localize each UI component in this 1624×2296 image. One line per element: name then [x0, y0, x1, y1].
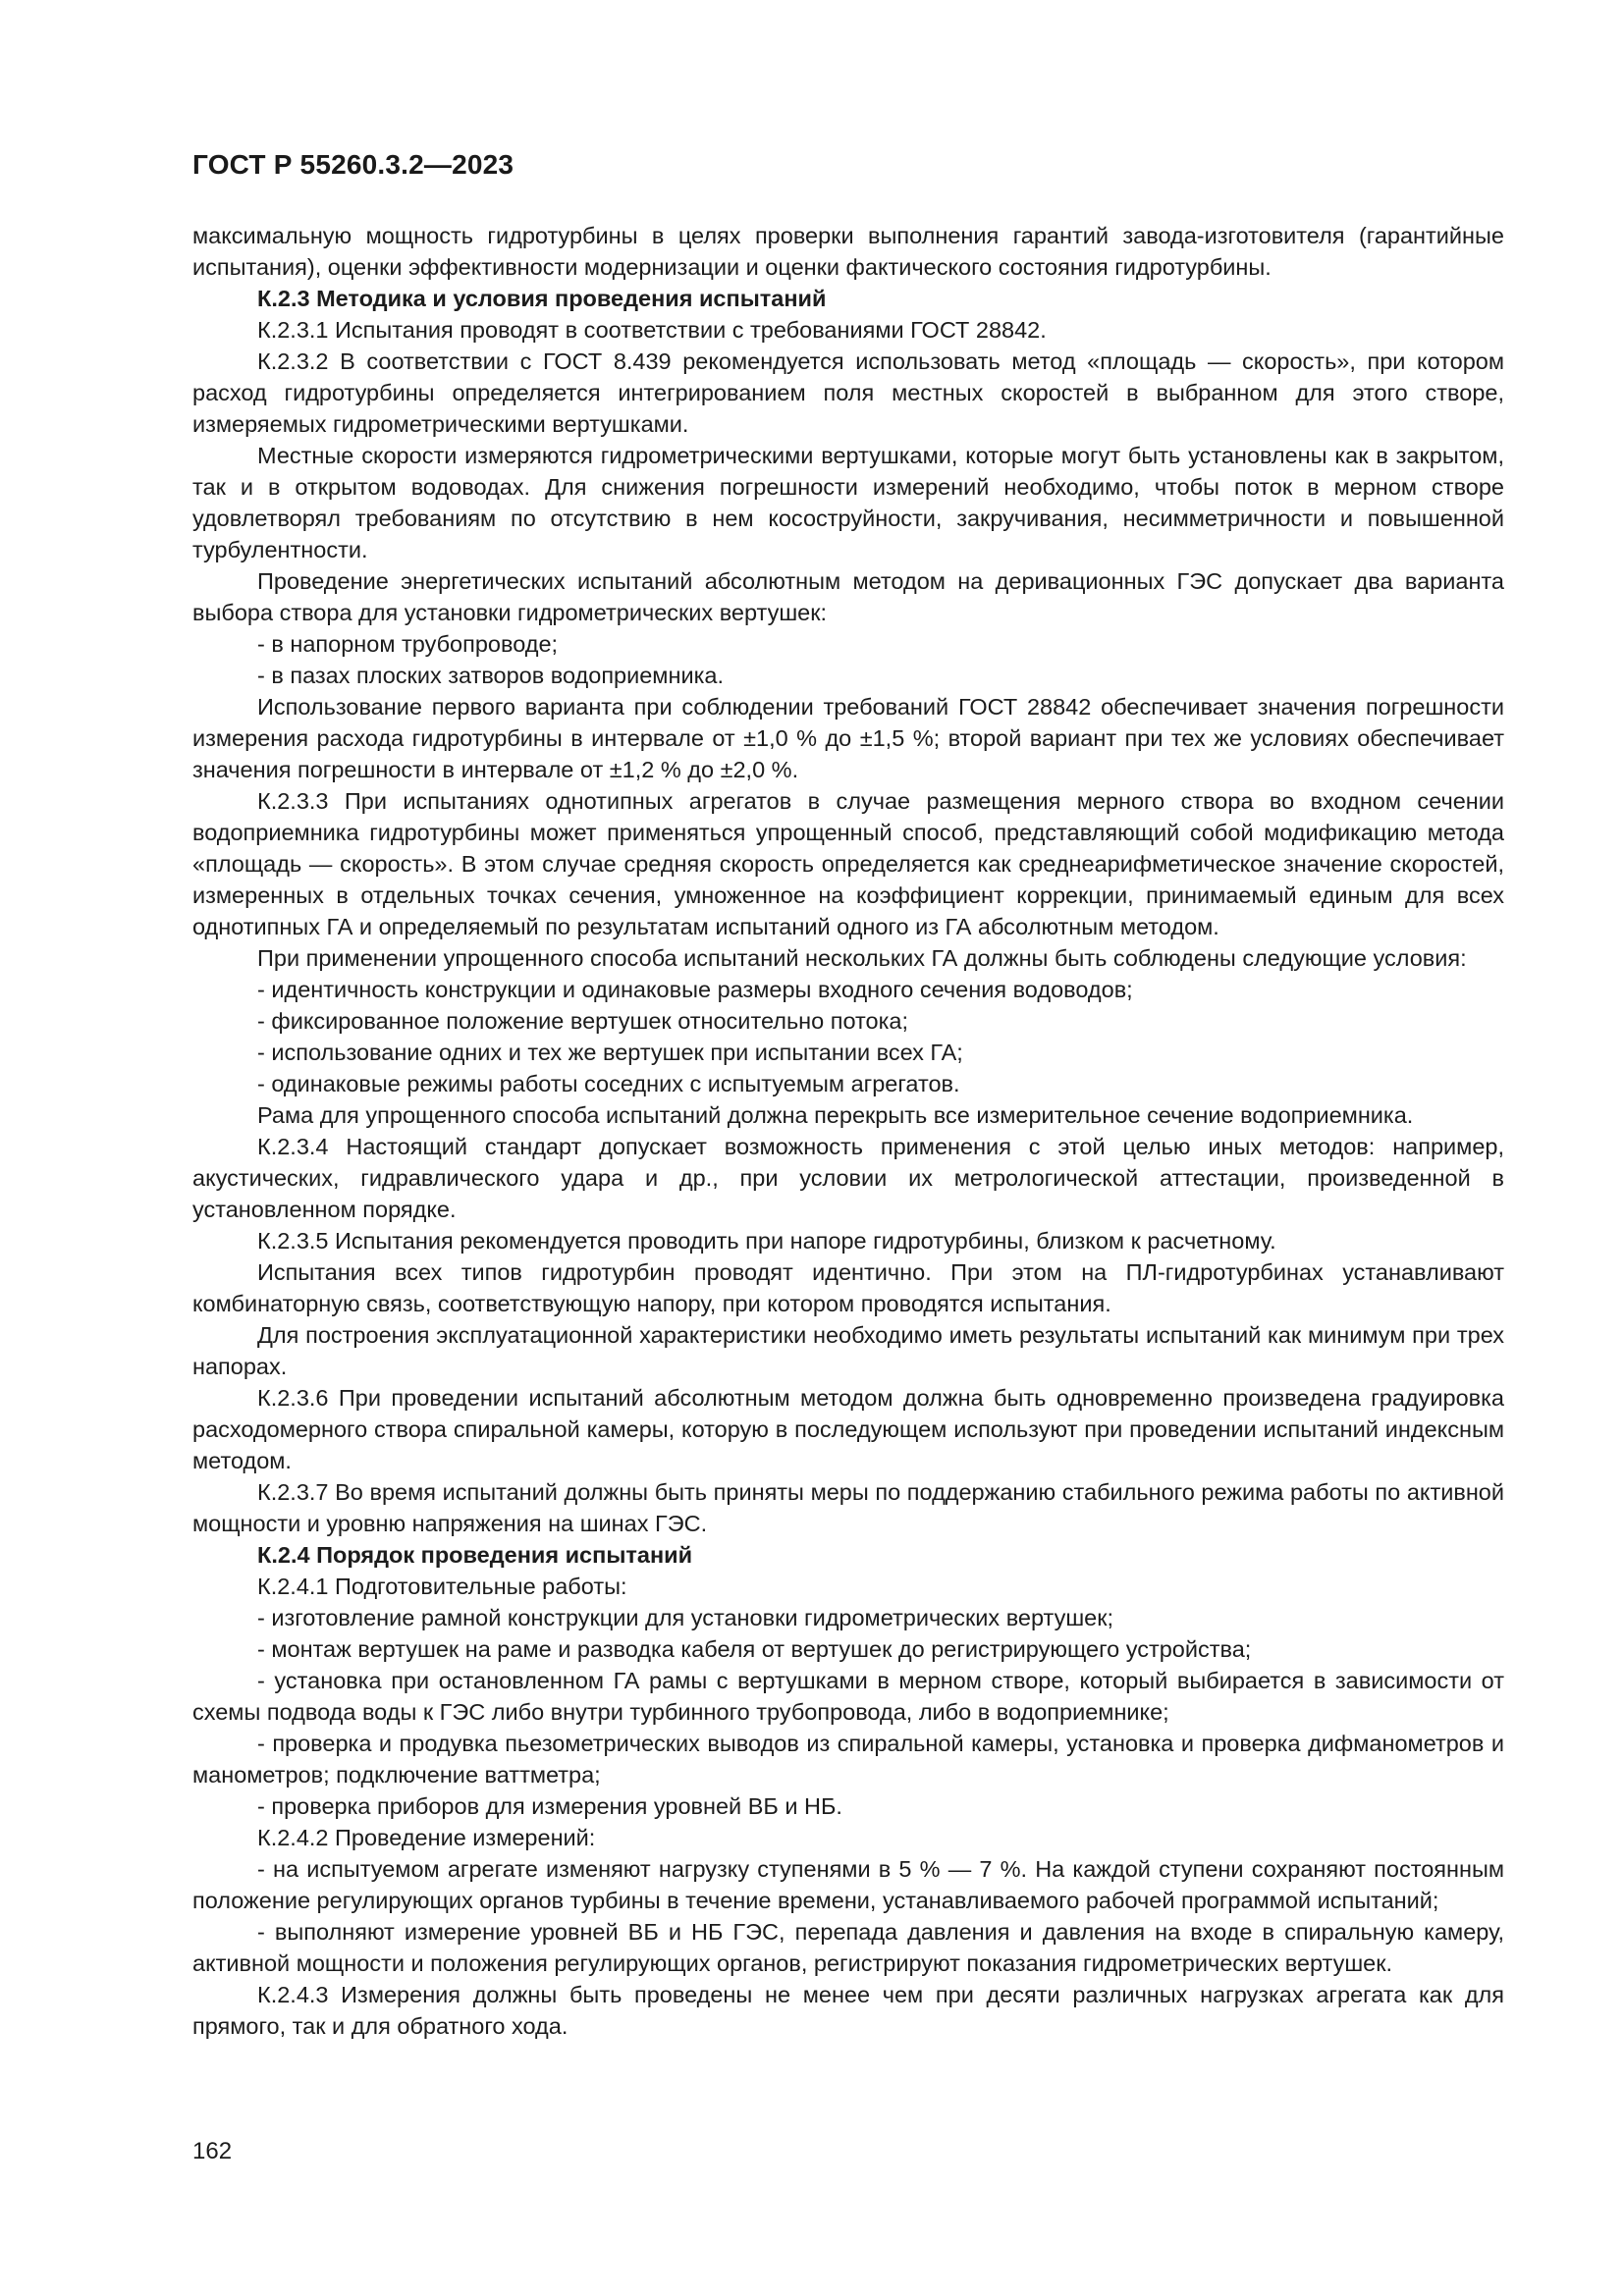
paragraph: К.2.3.4 Настоящий стандарт допускает возможность применения с этой целью иных методов: например, акустических, гидравлического удара и др., при условии их метрологической аттестации, произведенной в установленном порядке.: [192, 1134, 1504, 1222]
paragraph: - идентичность конструкции и одинаковые размеры входного сечения водоводов;: [257, 977, 1133, 1002]
paragraph: Использование первого варианта при соблюдении требований ГОСТ 28842 обеспечивает значения погрешности измерения расхода гидротурбины в интервале от ±1,0 % до ±1,5 %; второй вариант при тех же условиях обеспечивает значения погрешности в интервале от ±1,2 % до ±2,0 %.: [192, 694, 1504, 782]
paragraph: К.2.3.3 При испытаниях однотипных агрегатов в случае размещения мерного створа во входном сечении водоприемника гидротурбины может применяться упрощенный способ, представляющий собой модификацию метода «площадь — скорость». В этом случае средняя скорость определяется как среднеарифметическое значение скоростей, измеренных в отдельных точках сечения, умноженное на коэффициент коррекции, принимаемый единым для всех однотипных ГА и определяемый по результатам испытаний одного из ГА абсолютным методом.: [192, 788, 1504, 939]
paragraph: Местные скорости измеряются гидрометрическими вертушками, которые могут быть установлены как в закрытом, так и в открытом водоводах. Для снижения погрешности измерений необходимо, чтобы поток в мерном створе удовлетворял требованиям по отсутствию в нем косоструйности, закручивания, несимметричности и повышенной турбулентности.: [192, 443, 1504, 562]
paragraph: К.2.3.2 В соответствии с ГОСТ 8.439 рекомендуется использовать метод «площадь — скорость», при котором расход гидротурбины определяется интегрированием поля местных скоростей в выбранном для этого створе, измеряемых гидрометрическими вертушками.: [192, 348, 1504, 437]
paragraph: К.2.3.7 Во время испытаний должны быть приняты меры по поддержанию стабильного режима работы по активной мощности и уровню напряжения на шинах ГЭС.: [192, 1479, 1504, 1536]
paragraph: - проверка и продувка пьезометрических выводов из спиральной камеры, установка и проверка дифманометров и манометров; подключение ваттметра;: [192, 1731, 1504, 1788]
section-heading: К.2.3 Методика и условия проведения испытаний: [257, 286, 827, 311]
paragraph: Проведение энергетических испытаний абсолютным методом на деривационных ГЭС допускает два варианта выбора створа для установки гидрометрических вертушек:: [192, 568, 1504, 625]
paragraph: - в напорном трубопроводе;: [257, 631, 559, 657]
paragraph: Испытания всех типов гидротурбин проводят идентично. При этом на ПЛ-гидротурбинах устанавливают комбинаторную связь, соответствующую напору, при котором проводятся испытания.: [192, 1259, 1504, 1316]
paragraph: максимальную мощность гидротурбины в целях проверки выполнения гарантий завода-изготовителя (гарантийные испытания), оценки эффективности модернизации и оценки фактического состояния гидротурбины.: [192, 223, 1504, 280]
paragraph: - проверка приборов для измерения уровней ВБ и НБ.: [257, 1793, 842, 1819]
paragraph: - выполняют измерение уровней ВБ и НБ ГЭС, перепада давления и давления на входе в спиральную камеру, активной мощности и положения регулирующих органов, регистрируют показания гидрометрических вертушек.: [192, 1919, 1504, 1976]
paragraph: К.2.3.6 При проведении испытаний абсолютным методом должна быть одновременно произведена градуировка расходомерного створа спиральной камеры, которую в последующем используют при проведении испытаний индексным методом.: [192, 1385, 1504, 1473]
section-heading: К.2.4 Порядок проведения испытаний: [257, 1542, 693, 1568]
document-header: ГОСТ Р 55260.3.2—2023: [192, 149, 514, 180]
paragraph: Для построения эксплуатационной характеристики необходимо иметь результаты испытаний как минимум при трех напорах.: [192, 1322, 1504, 1379]
paragraph: - в пазах плоских затворов водоприемника.: [257, 663, 724, 688]
page-number: 162: [192, 2138, 233, 2164]
paragraph: К.2.4.3 Измерения должны быть проведены не менее чем при десяти различных нагрузках агрегата как для прямого, так и для обратного хода.: [192, 1982, 1504, 2039]
paragraph: - на испытуемом агрегате изменяют нагрузку ступенями в 5 % — 7 %. На каждой ступени сохраняют постоянным положение регулирующих органов турбины в течение времени, устанавливаемого рабочей программой испытаний;: [192, 1856, 1504, 1913]
paragraph: - одинаковые режимы работы соседних с испытуемым агрегатов.: [257, 1071, 960, 1096]
paragraph: Рама для упрощенного способа испытаний должна перекрыть все измерительное сечение водоприемника.: [257, 1102, 1414, 1128]
document-body: [192, 220, 1504, 2042]
paragraph: При применении упрощенного способа испытаний нескольких ГА должны быть соблюдены следующие условия:: [257, 945, 1467, 971]
paragraph: К.2.3.1 Испытания проводят в соответствии с требованиями ГОСТ 28842.: [257, 317, 1047, 343]
paragraph: - использование одних и тех же вертушек при испытании всех ГА;: [257, 1040, 963, 1065]
paragraph: К.2.4.2 Проведение измерений:: [257, 1825, 596, 1850]
paragraph: - изготовление рамной конструкции для установки гидрометрических вертушек;: [257, 1605, 1114, 1630]
paragraph: К.2.4.1 Подготовительные работы:: [257, 1574, 627, 1599]
paragraph: - установка при остановленном ГА рамы с вертушками в мерном створе, который выбирается в зависимости от схемы подвода воды к ГЭС либо внутри турбинного трубопровода, либо в водоприемнике;: [192, 1668, 1504, 1725]
paragraph: К.2.3.5 Испытания рекомендуется проводить при напоре гидротурбины, близком к расчетному.: [257, 1228, 1276, 1254]
paragraph: - фиксированное положение вертушек относительно потока;: [257, 1008, 909, 1034]
paragraph: - монтаж вертушек на раме и разводка кабеля от вертушек до регистрирующего устройства;: [257, 1636, 1252, 1662]
